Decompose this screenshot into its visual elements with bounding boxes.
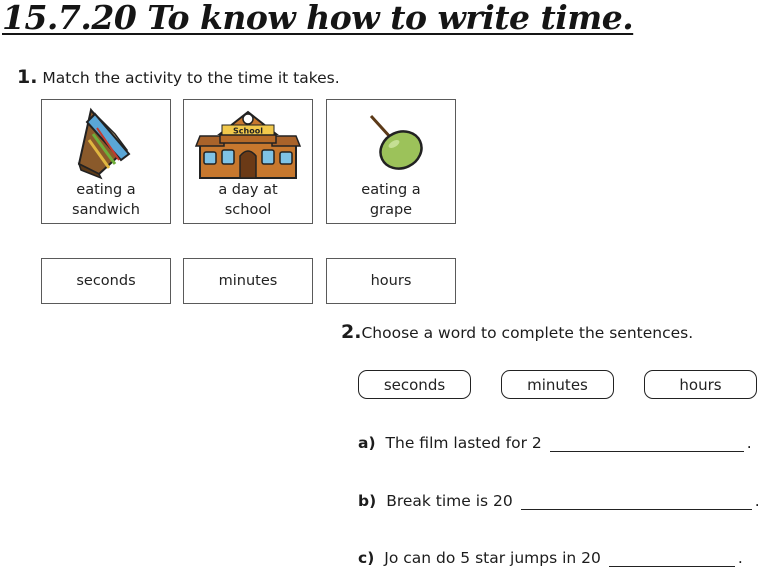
answer-blank-a[interactable]: [550, 437, 744, 452]
word-option-hours[interactable]: hours: [644, 370, 757, 399]
question-2-text: Choose a word to complete the sentences.: [361, 324, 694, 342]
question-1-text: Match the activity to the time it takes.: [42, 69, 340, 87]
sentence-letter: c): [358, 549, 375, 567]
sentence-text: Jo can do 5 star jumps in 20: [384, 549, 601, 567]
school-sign-text: School: [233, 126, 263, 136]
sentence-b: [358, 492, 760, 510]
word-option-seconds[interactable]: seconds: [358, 370, 471, 399]
sentence-end: .: [737, 549, 743, 567]
time-box-minutes[interactable]: minutes: [183, 258, 313, 304]
question-2: [341, 321, 693, 343]
sandwich-icon: [71, 104, 141, 182]
activity-label-line1: eating a: [76, 182, 136, 198]
answer-blank-b[interactable]: [521, 495, 752, 510]
time-box-hours[interactable]: hours: [326, 258, 456, 304]
activity-card-sandwich[interactable]: [41, 99, 171, 224]
activity-card-school[interactable]: [183, 99, 313, 224]
sentence-c: [358, 549, 743, 567]
sentence-end: .: [754, 492, 760, 510]
activity-label-line2: sandwich: [72, 202, 140, 218]
page-title: 15.7.20 To know how to write time.: [2, 0, 634, 37]
sentence-a: [358, 434, 752, 452]
sentence-letter: b): [358, 492, 377, 510]
time-box-seconds[interactable]: seconds: [41, 258, 171, 304]
question-2-number: 2.: [341, 321, 362, 343]
sentence-text: Break time is 20: [386, 492, 513, 510]
question-1: [17, 66, 340, 88]
activity-label-line1: eating a: [361, 182, 421, 198]
question-1-number: 1.: [17, 66, 38, 88]
activity-card-grape[interactable]: [326, 99, 456, 224]
answer-blank-c[interactable]: [609, 552, 735, 567]
sentence-end: .: [746, 434, 752, 452]
activity-label-line2: school: [224, 202, 272, 218]
activity-label-line2: grape: [369, 202, 413, 218]
activity-label-line1: a day at: [218, 182, 278, 198]
sentence-text: The film lasted for 2: [385, 434, 542, 452]
school-icon: [190, 104, 306, 182]
sentence-letter: a): [358, 434, 376, 452]
grape-icon: [351, 104, 431, 182]
word-option-minutes[interactable]: minutes: [501, 370, 614, 399]
